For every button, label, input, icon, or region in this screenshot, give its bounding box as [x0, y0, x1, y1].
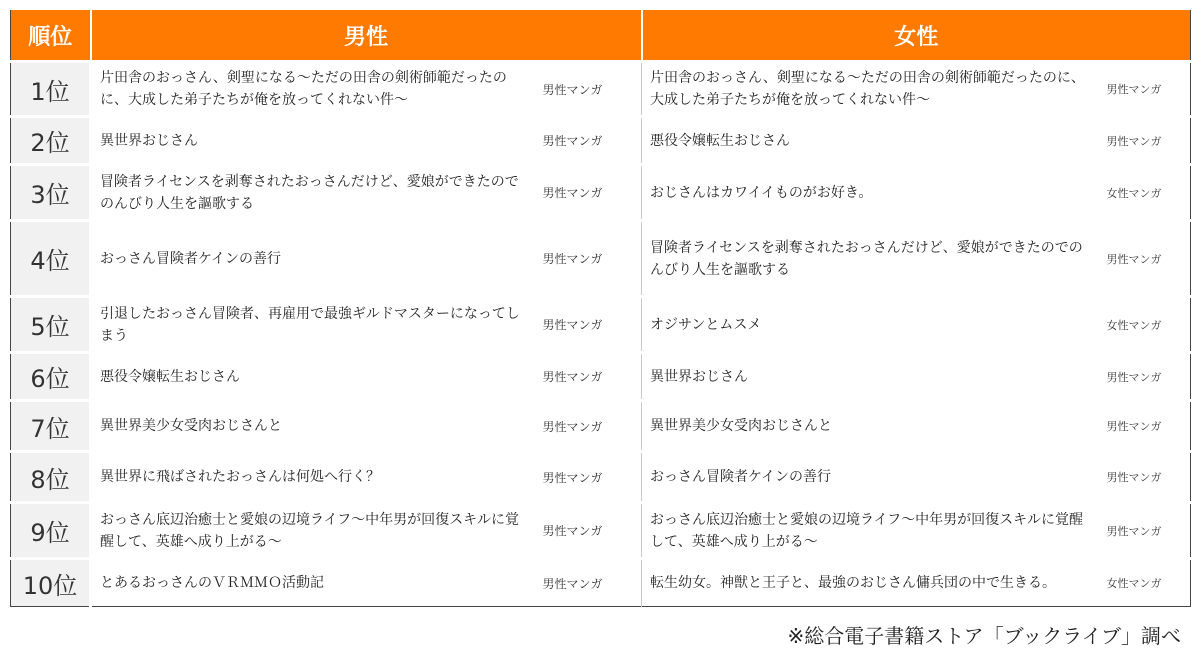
female-genre: 男性マンガ	[1107, 353, 1191, 401]
rank-cell: 10位	[11, 559, 91, 607]
male-genre: 男性マンガ	[543, 62, 642, 117]
female-genre: 女性マンガ	[1107, 559, 1191, 607]
male-genre: 男性マンガ	[543, 559, 642, 607]
header-rank: 順位	[11, 10, 91, 62]
table-row	[11, 503, 1191, 559]
female-genre: 男性マンガ	[1107, 503, 1191, 559]
header-female: 女性	[642, 10, 1191, 62]
table-row	[11, 62, 1191, 117]
table-row	[11, 452, 1191, 503]
female-genre: 女性マンガ	[1107, 165, 1191, 221]
female-title: 片田舎のおっさん、剣聖になる〜ただの田舎の剣術師範だったのに、大成した弟子たちが俺を放ってくれない件〜	[642, 62, 1107, 117]
male-title: おっさん底辺治癒士と愛娘の辺境ライフ〜中年男が回復スキルに覚醒して、英雄へ成り上がる〜	[91, 503, 543, 559]
female-genre: 女性マンガ	[1107, 297, 1191, 353]
female-genre: 男性マンガ	[1107, 401, 1191, 452]
male-genre: 男性マンガ	[543, 221, 642, 297]
female-title: おっさん冒険者ケインの善行	[642, 452, 1107, 503]
male-genre: 男性マンガ	[543, 452, 642, 503]
rank-cell: 2位	[11, 117, 91, 165]
male-title: 異世界美少女受肉おじさんと	[91, 401, 543, 452]
rank-cell: 7位	[11, 401, 91, 452]
male-genre: 男性マンガ	[543, 401, 642, 452]
female-genre: 男性マンガ	[1107, 221, 1191, 297]
male-title: とあるおっさんのＶＲＭＭＯ活動記	[91, 559, 543, 607]
table-row	[11, 297, 1191, 353]
female-genre: 男性マンガ	[1107, 452, 1191, 503]
female-title: 冒険者ライセンスを剥奪されたおっさんだけど、愛娘ができたのでのんびり人生を謳歌する	[642, 221, 1107, 297]
table-row	[11, 559, 1191, 607]
male-title: 異世界おじさん	[91, 117, 543, 165]
rank-cell: 6位	[11, 353, 91, 401]
female-title: 悪役令嬢転生おじさん	[642, 117, 1107, 165]
table-row	[11, 165, 1191, 221]
female-title: 転生幼女。神獣と王子と、最強のおじさん傭兵団の中で生きる。	[642, 559, 1107, 607]
male-title: 冒険者ライセンスを剥奪されたおっさんだけど、愛娘ができたのでのんびり人生を謳歌する	[91, 165, 543, 221]
female-title: 異世界おじさん	[642, 353, 1107, 401]
female-title: おじさんはカワイイものがお好き。	[642, 165, 1107, 221]
male-genre: 男性マンガ	[543, 503, 642, 559]
table-row	[11, 401, 1191, 452]
table-row	[11, 221, 1191, 297]
male-title: 引退したおっさん冒険者、再雇用で最強ギルドマスターになってしまう	[91, 297, 543, 353]
header-male: 男性	[91, 10, 642, 62]
rank-cell: 1位	[11, 62, 91, 117]
ranking-table-container	[10, 10, 1190, 607]
female-title: おっさん底辺治癒士と愛娘の辺境ライフ〜中年男が回復スキルに覚醒して、英雄へ成り上がる〜	[642, 503, 1107, 559]
female-title: オジサンとムスメ	[642, 297, 1107, 353]
female-genre: 男性マンガ	[1107, 62, 1191, 117]
table-row	[11, 353, 1191, 401]
table-row	[11, 117, 1191, 165]
male-title: 異世界に飛ばされたおっさんは何処へ行く？	[91, 452, 543, 503]
rank-cell: 8位	[11, 452, 91, 503]
male-genre: 男性マンガ	[543, 117, 642, 165]
male-title: 悪役令嬢転生おじさん	[91, 353, 543, 401]
male-title: 片田舎のおっさん、剣聖になる〜ただの田舎の剣術師範だったのに、大成した弟子たちが俺を放ってくれない件〜	[91, 62, 543, 117]
male-genre: 男性マンガ	[543, 297, 642, 353]
rank-cell: 4位	[11, 221, 91, 297]
header-row	[11, 10, 1191, 62]
male-genre: 男性マンガ	[543, 353, 642, 401]
male-title: おっさん冒険者ケインの善行	[91, 221, 543, 297]
source-footnote: ※総合電子書籍ストア「ブックライブ」調べ	[787, 624, 1181, 648]
rank-cell: 9位	[11, 503, 91, 559]
female-title: 異世界美少女受肉おじさんと	[642, 401, 1107, 452]
ranking-table	[10, 10, 1191, 607]
rank-cell: 5位	[11, 297, 91, 353]
female-genre: 男性マンガ	[1107, 117, 1191, 165]
rank-cell: 3位	[11, 165, 91, 221]
male-genre: 男性マンガ	[543, 165, 642, 221]
